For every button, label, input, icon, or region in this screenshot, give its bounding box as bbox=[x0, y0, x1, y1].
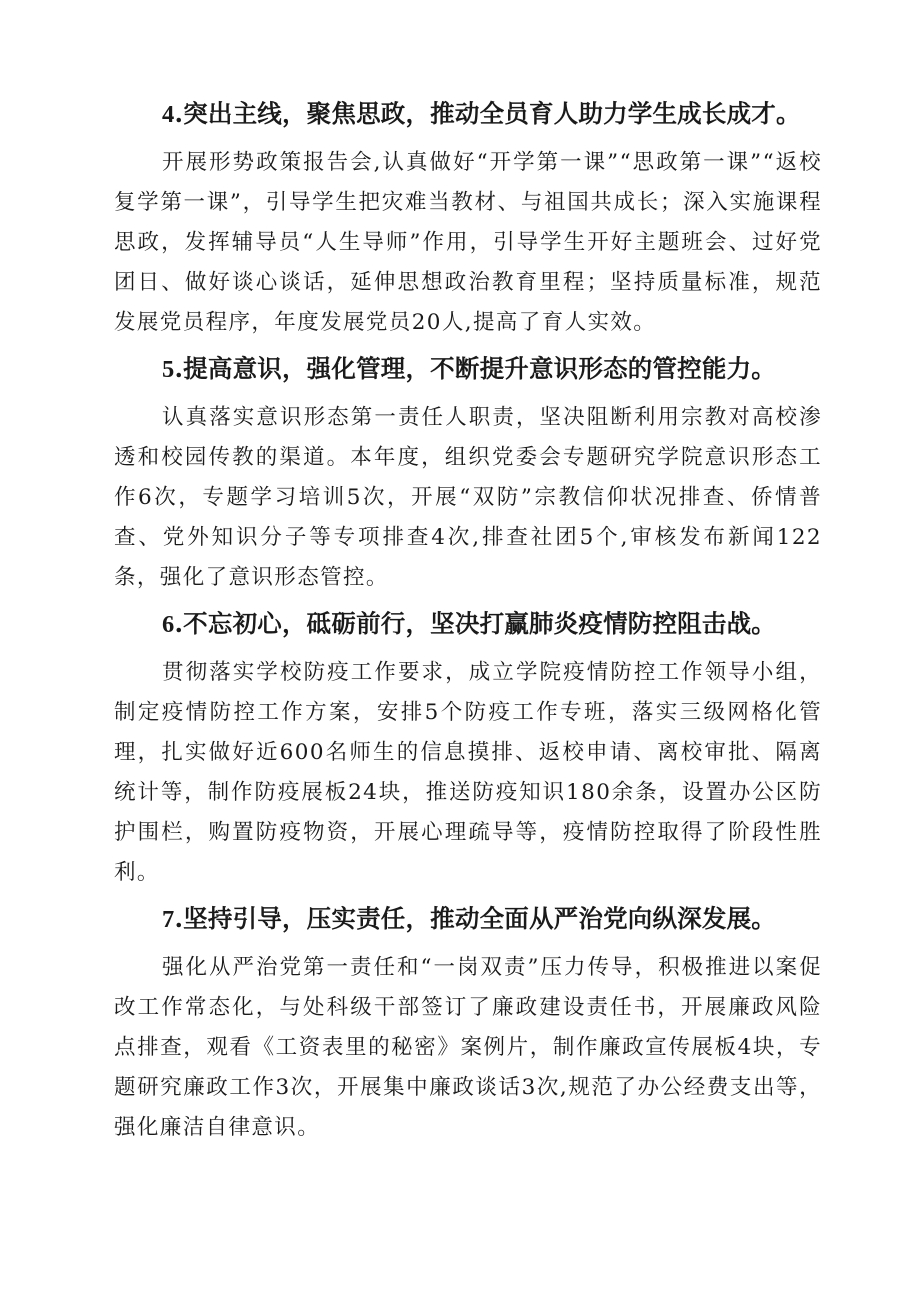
section-title: .突出主线，聚焦思政，推动全员育人助力学生成长成才。 bbox=[174, 99, 801, 128]
section-title: .坚持引导，压实责任，推动全面从严治党向纵深发展。 bbox=[174, 904, 776, 933]
section-heading bbox=[114, 606, 822, 643]
section-number: 6 bbox=[162, 611, 175, 638]
section-body: 强化从严治党第一责任和“一岗双责”压力传导，积极推进以案促改工作常态化，与处科级干部签订了廉政建设责任书，开展廉政风险点排查，观看《工资表里的秘密》案例片，制作廉政宣传展板4块，专题研究廉政工作3次，开展集中廉政谈话3次,规范了办公经费支出等，强化廉洁自律意识。 bbox=[114, 955, 822, 1140]
section-6 bbox=[114, 606, 822, 893]
section-body: 开展形势政策报告会,认真做好“开学第一课”“思政第一课”“返校复学第一课”，引导学生把灾难当教材、与祖国共成长；深入实施课程思政，发挥辅导员“人生导师”作用，引导学生开好主题班会、过好党团日、做好谈心谈话，延伸思想政治教育里程；坚持质量标准，规范发展党员程序，年度发展党员20人,提高了育人实效。 bbox=[114, 150, 822, 335]
document-page bbox=[114, 96, 822, 1156]
section-number: 5 bbox=[162, 356, 175, 383]
section-heading bbox=[114, 96, 822, 133]
section-title: .不忘初心，砥砺前行，坚决打赢肺炎疫情防控阻击战。 bbox=[174, 609, 776, 638]
section-5 bbox=[114, 351, 822, 598]
section-body: 认真落实意识形态第一责任人职责，坚决阻断利用宗教对高校渗透和校园传教的渠道。本年度，组织党委会专题研究学院意识形态工作6次，专题学习培训5次，开展“双防”宗教信仰状况排查、侨情普查、党外知识分子等专项排查4次,排查社团5个,审核发布新闻122条，强化了意识形态管控。 bbox=[114, 405, 822, 590]
section-body: 贯彻落实学校防疫工作要求，成立学院疫情防控工作领导小组，制定疫情防控工作方案，安排5个防疫工作专班，落实三级网格化管理，扎实做好近600名师生的信息摸排、返校申请、离校审批、隔离统计等，制作防疫展板24块，推送防疫知识180余条，设置办公区防护围栏，购置防疫物资，开展心理疏导等，疫情防控取得了阶段性胜利。 bbox=[114, 660, 822, 885]
section-number: 7 bbox=[162, 906, 175, 933]
section-title: .提高意识，强化管理，不断提升意识形态的管控能力。 bbox=[174, 354, 776, 383]
section-heading bbox=[114, 351, 822, 388]
section-7 bbox=[114, 901, 822, 1148]
section-heading bbox=[114, 901, 822, 938]
section-number: 4 bbox=[162, 101, 175, 128]
section-4 bbox=[114, 96, 822, 343]
